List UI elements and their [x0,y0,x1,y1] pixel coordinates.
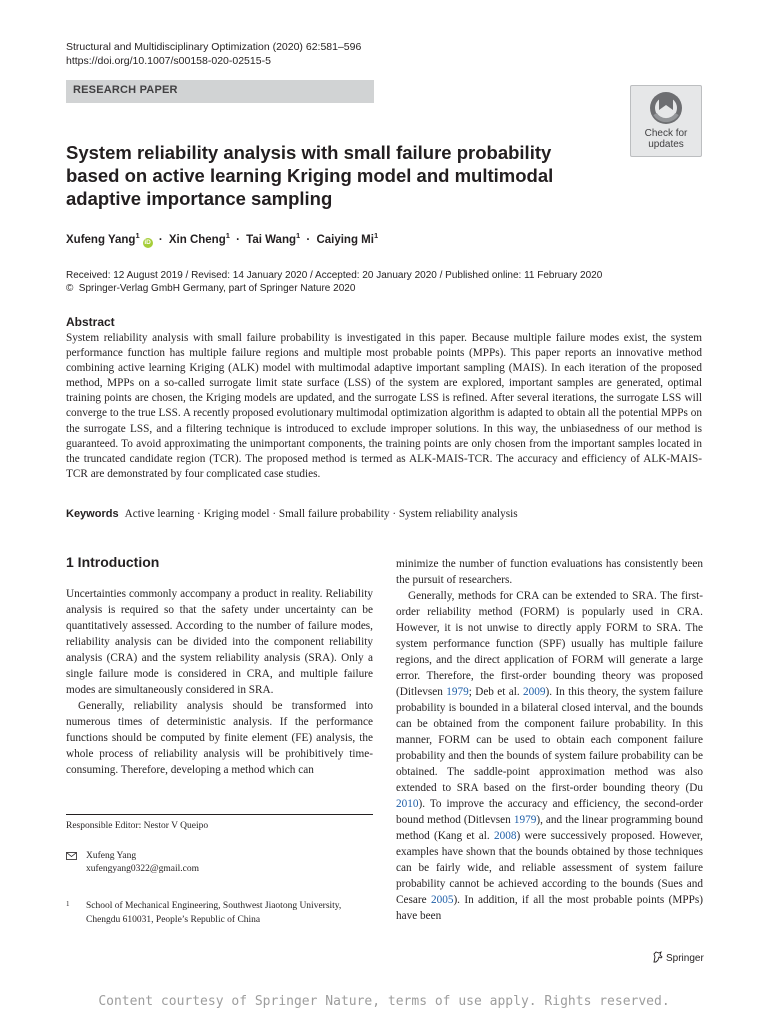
responsible-editor-note: Responsible Editor: Nestor V Queipo [66,821,209,831]
author-name[interactable]: Caiying Mi [316,234,374,246]
copyright-text: Springer-Verlag GmbH Germany, part of Springer Nature 2020 [78,283,356,294]
citation-link[interactable]: 2005 [430,894,454,906]
body-paragraph [396,588,703,924]
keywords-line [66,508,518,520]
citation-link[interactable]: 1979 [446,686,469,698]
orcid-icon[interactable]: iD [144,239,151,246]
paper-type-banner [66,80,374,103]
left-column [66,586,373,778]
section-heading: 1 Introduction [66,554,160,570]
citation-link[interactable]: 2009 [523,686,546,698]
author-affiliation-mark: 1 [225,231,230,240]
abstract-body: System reliability analysis with small failure probability is investigated in this paper. Because multiple failure modes exist, the system performance function has multiple failure regions and multiple most probable points (MPPs). This paper reports an innovative method combining active learning Kriging (ALK) model with multimodal adaptive important sampling (MAIS). In each iteration of the proposed method, MPPs on a so-called surrogate limit state surface (LSS) of the system are explored, important samples are generated, optimal training points are chosen, the Kriging models are updated, and the surrogate LSS is refined. After several iterations, the surrogate LSS will converge to the true LSS. A recently proposed evolutionary multimodal optimization algorithm is adapted to obtain all the potential MPPs on the surrogate LSS, and a filtering technique is introduced to exclude improper solutions. In this way, the unbiasedness of our method is guaranteed. To avoid approximating the unimportant components, the training points are only chosen from the important samples located in the truncated candidate region (TCR). The proposed method is termed as ALK-MAIS-TCR. The accuracy and efficiency of ALK-MAIS-TCR are demonstrated by four complicated case studies. [66,332,702,480]
paragraph-text: ). To improve the accuracy and efficiency, the second-order bound method (Ditlevsen [396,798,703,826]
paragraph-text: ; Deb et al. [468,686,524,698]
publication-dates: Received: 12 August 2019 / Revised: 14 January 2020 / Accepted: 20 January 2020 / Published online: 11 February 2020 [66,270,603,281]
paragraph-text: ). In this theory, the system failure probability is bounded in a bilateral closed interval, and the bounds can be obtained from the component failure probability. In this manner, FORM can be used to obtain each component failure probability and then the bounds of system failure probability can be obtained. The saddle-point approximation method was also extended to SRA based on the first-order bounding theory (Du [396,686,704,794]
paper-type-label: RESEARCH PAPER [73,84,178,96]
paragraph-text: ). In addition, if all the most probable points (MPPs) have been [396,894,703,922]
author-name[interactable]: Tai Wang [246,234,297,246]
affiliation-number: 1 [66,900,70,908]
author-name[interactable]: Xufeng Yang [66,234,136,246]
publisher-name: Springer [666,953,704,964]
footnote-divider [66,814,373,815]
author-list [66,231,378,248]
courtesy-watermark: Content courtesy of Springer Nature, terms of use apply. Rights reserved. [98,994,670,1009]
envelope-icon [66,852,77,860]
publisher-logo [652,951,704,964]
affiliation-text: School of Mechanical Engineering, Southwest Jiaotong University, Chengdu 610031, People’s Republic of China [86,901,342,925]
copyright-notice [66,283,355,294]
crossmark-icon [648,90,684,126]
paragraph-text: Generally, methods for CRA can be extended to SRA. The first-order reliability method (FORM) is popularly used in CRA. However, it is not unwise to directly apply FORM to SRA. The system performance function (SPF) usually has multiple failure regions, and the direct application of FORM will generate a large error. Therefore, the first-order bounding theory was proposed (Ditlevsen [396,590,703,698]
author-affiliation-mark: 1 [296,231,301,240]
check-for-updates-badge[interactable] [630,85,702,157]
check-for-updates-label: Check for updates [644,128,688,150]
author-separator: · [306,234,311,246]
author-affiliation-mark: 1 [135,231,140,240]
keywords-list: Active learning · Kriging model · Small failure probability · System reliability analysis [124,508,518,520]
author-separator: · [158,234,163,246]
right-column [396,556,703,924]
author-name[interactable]: Xin Cheng [168,234,226,246]
body-paragraph: minimize the number of function evaluations has consistently been the pursuit of researchers. [396,558,703,586]
contact-email-link[interactable]: xufengyang0322@gmail.com [86,864,199,874]
citation-link[interactable]: 2008 [493,830,517,842]
author-affiliation-mark: 1 [373,231,379,240]
author-separator: · [236,234,240,246]
springer-horse-icon [652,951,664,963]
citation-link[interactable]: 1979 [513,814,537,826]
doi-link[interactable]: https://doi.org/10.1007/s00158-020-02515-5 [66,55,271,67]
body-paragraph: Uncertainties commonly accompany a product in reality. Reliability analysis is required so that the safety under uncertainty can be quantitatively assessed. According to the number of failure modes, reliability analysis can be divided into the component reliability analysis (CRA) and the system reliability analysis (SRA). Only a single failure mode is considered in CRA, and multiple failure modes are simultaneously considered in SRA. [66,588,373,696]
journal-citation: Structural and Multidisciplinary Optimization (2020) 62:581–596 [66,41,362,53]
keywords-label: Keywords [66,508,119,520]
citation-link[interactable]: 2010 [396,798,419,810]
copyright-icon: © [66,283,74,294]
paragraph-text: ), and the linear programming bound method (Kang et al. [396,814,703,842]
paper-title: System reliability analysis with small failure probability based on active learning Kriging model and multimodal adaptive importance sampling [66,142,554,209]
contact-name: Xufeng Yang [86,851,137,861]
paragraph-text: ) were successively proposed. However, examples have shown that the bounds obtained by those techniques can be fairly wide, and reliable assessment of system failure probability cannot be achieved according to the bounds (Sues and Cesare [396,830,703,906]
abstract-heading: Abstract [66,315,115,329]
body-paragraph: Generally, reliability analysis should be transformed into numerous times of deterministic analysis. If the performance functions should be computed by finite element (FE) analysis, the whole process of reliability analysis will be prohibitively time-consuming. Therefore, developing a method which can [66,700,373,776]
